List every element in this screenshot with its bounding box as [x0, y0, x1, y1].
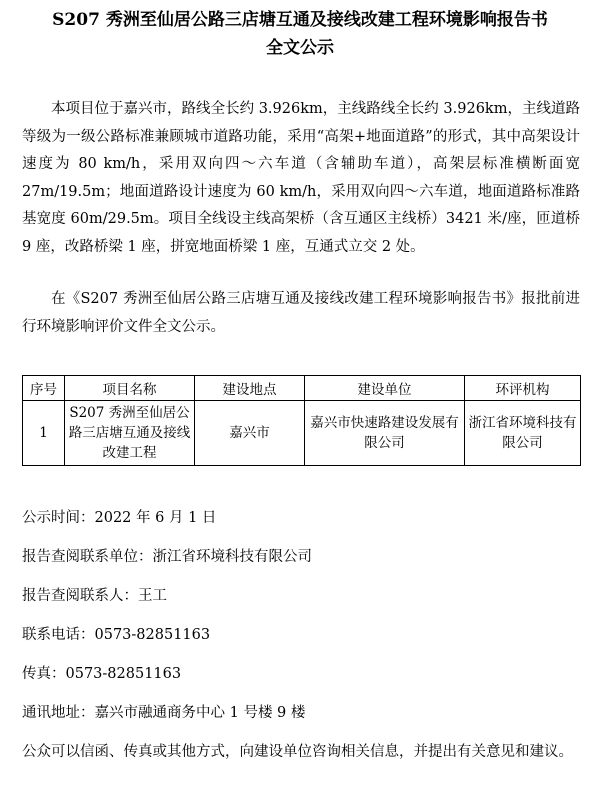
contact-unit: 报告查阅联系单位：浙江省环境科技有限公司 — [22, 549, 312, 565]
cell-eia-agency: 浙江省环境科技有限公司 — [465, 401, 581, 466]
header-eia-agency: 环评机构 — [465, 376, 581, 401]
cell-builder: 嘉兴市快速路建设发展有限公司 — [305, 401, 465, 466]
table-row — [23, 401, 581, 466]
contact-fax: 传真：0573-82851163 — [22, 666, 182, 682]
contact-address: 通讯地址：嘉兴市融通商务中心 1 号楼 9 楼 — [22, 705, 306, 721]
cell-location: 嘉兴市 — [195, 401, 305, 466]
header-index: 序号 — [23, 376, 65, 401]
publication-statement-paragraph: 在《S207 秀洲至仙居公路三店塘互通及接线改建工程环境影响报告书》报批前进行环境影响评价文件全文公示。 — [22, 291, 580, 335]
project-description-paragraph: 本项目位于嘉兴市，路线全长约 3.926km，主线路线全长约 3.926km，主线道路等级为一级公路标准兼顾城市道路功能，采用“高架+地面道路”的形式，其中高架设计速度为 80 km/h，采用双向四～六车道（含辅助车道），高架层标准横断面宽 27m/19.5m；地面道路设计速度为 60 km/h，采用双向四～六车道，地面道路标准路基宽度 60m/29.5m。项目全线设主线高架桥（含互通区主线桥）3421 米/座，匝道桥 9 座，改路桥梁 1 座，拼宽地面桥梁 1 座，互通式立交 2 处。 — [22, 101, 580, 255]
cell-index: 1 — [23, 401, 65, 466]
header-builder: 建设单位 — [305, 376, 465, 401]
document-subtitle: 全文公示 — [266, 38, 334, 58]
document-title: S207 秀洲至仙居公路三店塘互通及接线改建工程环境影响报告书 — [52, 10, 548, 30]
project-info-table — [22, 375, 581, 466]
cell-project-name: S207 秀洲至仙居公路三店塘互通及接线改建工程 — [65, 401, 195, 466]
header-project-name: 项目名称 — [65, 376, 195, 401]
header-location: 建设地点 — [195, 376, 305, 401]
contact-phone: 联系电话：0573-82851163 — [22, 627, 211, 643]
table-header-row — [23, 376, 581, 401]
public-notice: 公众可以信函、传真或其他方式，向建设单位咨询相关信息，并提出有关意见和建议。 — [22, 744, 573, 760]
publication-date: 公示时间：2022 年 6 月 1 日 — [22, 510, 217, 526]
contact-person: 报告查阅联系人：王工 — [22, 588, 167, 604]
